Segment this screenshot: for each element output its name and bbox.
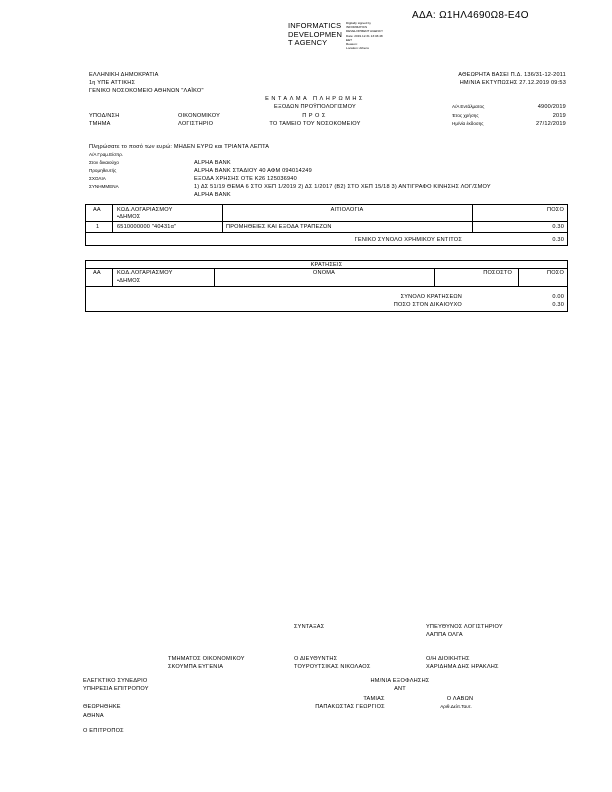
- table-row-desc: ΠΡΟΜΗΘΕΙΕΣ ΚΑΙ ΕΞΟΔΑ ΤΡΑΠΕΖΩΝ: [226, 224, 332, 230]
- sig-finance-name: ΣΚΟΥΜΠΑ ΕΥΓΕΝΙΑ: [168, 664, 224, 670]
- sig-finance-title: ΤΜΗΜΑΤΟΣ ΟΙΚΟΝΟΜΙΚΟΥ: [168, 656, 245, 662]
- pros-label: ΠΡΟΣ: [302, 113, 328, 119]
- signature-detail-line: INFORMATICS: [346, 25, 368, 30]
- table-divider: [112, 204, 113, 232]
- withholdings-header-percent: ΠΟΣΟΣΤΟ: [483, 270, 512, 276]
- signature-detail-line: Reason:: [346, 42, 358, 47]
- signature-logo-line: DEVELOPMEN: [288, 29, 343, 39]
- sig-syntaxas: ΣΥΝΤΑΞΑΣ: [294, 624, 325, 630]
- document-title: ΕΝΤΑΛΜΑ ΠΛΗΡΩΜΗΣ: [265, 96, 365, 102]
- comments-value: ΕΞΟΔΑ ΧΡΗΣΗΣ ΟΤΕ Κ26 125036940: [194, 176, 297, 182]
- attachments-value-cont: ALPHA BANK: [194, 192, 231, 198]
- net-amount-label: ΠΟΣΟ ΣΤΟΝ ΔΙΚΑΙΟΥΧΟ: [393, 302, 462, 308]
- signature-detail-line: EET: [346, 37, 353, 42]
- sig-settlement-date-title: ΗΜ/ΝΙΑ ΕΞΟΦΛΗΣΗΣ: [370, 678, 430, 684]
- signature-detail-line: Digitally signed by: [346, 21, 371, 25]
- issue-date-label: Ημ/νία έκδοσης: [452, 121, 484, 126]
- withholdings-header-amount: ΠΟΣΟ: [547, 270, 564, 276]
- header-hospital: ΓΕΝΙΚΟ ΝΟΣΟΚΟΜΕΙΟ ΑΘΗΝΩΝ "ΛΑΪΚΟ": [89, 88, 204, 94]
- attachments-value: 1) ΔΣ 51/19 ΘΕΜΑ 6 ΣΤΟ ΧΕΠ 1/2019 2) ΔΣ 1/2017 (Β2) ΣΤΟ ΧΕΠ 15/18 3) ΑΝΤΙΓΡΑΦΟ ΚΙΝΗΣΗΣ ΛΟΓ/ΣΜΟΥ: [194, 184, 491, 190]
- table-divider: [434, 268, 435, 286]
- withholdings-title: ΚΡΑΤΗΣΕΙΣ: [310, 262, 343, 268]
- recipient-fund: ΤΟ ΤΑΜΕΙΟ ΤΟΥ ΝΟΣΟΚΟΜΕΙΟΥ: [269, 121, 361, 127]
- sig-commissioner: Ο ΕΠΙΤΡΟΠΟΣ: [83, 728, 124, 734]
- sig-accounting-head-title: ΥΠΕΥΘΥΝΟΣ ΛΟΓΙΣΤΗΡΙΟΥ: [426, 624, 503, 630]
- fiscal-year-label: Έτος χρήσης: [452, 113, 479, 118]
- withholdings-header-code-sub: •ΔΗΜΟΣ: [117, 278, 141, 284]
- warrant-number-label: Α/Α Εντάλματος: [452, 104, 485, 109]
- beneficiary-value: ALPHA BANK: [194, 160, 231, 166]
- sig-settlement-date-sub: ΑΝΤ: [394, 686, 406, 692]
- table-header-code: ΚΩΔ.ΛΟΓΑΡΙΑΣΜΟΥ: [117, 207, 173, 213]
- sig-recipient-title: Ο ΛΑΒΩΝ: [446, 696, 474, 702]
- signature-logo-line: INFORMATICS: [288, 21, 342, 30]
- detail-label: Α/Α Γραμ.Είσπρ.: [89, 152, 124, 157]
- signature-details: [346, 21, 383, 50]
- sig-audit-court-title: ΕΛΕΓΚΤΙΚΟ ΣΥΝΕΔΡΙΟ: [83, 678, 148, 684]
- sig-accounting-head-name: ΛΑΠΠΑ ΟΛΓΑ: [426, 632, 463, 638]
- fiscal-year-value: 2019: [552, 113, 566, 119]
- withholdings-sum-label: ΣΥΝΟΛΟ ΚΡΑΤΗΣΕΩΝ: [400, 294, 462, 300]
- signature-detail-line: DEVELOPMENT AGENCY: [346, 29, 384, 34]
- section-label: ΤΜΗΜΑ: [89, 121, 111, 127]
- withholdings-header-aa: ΑΑ: [93, 270, 101, 276]
- section-value: ΛΟΓΙΣΤΗΡΙΟ: [178, 121, 214, 127]
- sig-administrator-name: ΧΑΡΙΔΗΜΑ ΔΗΣ ΗΡΑΚΛΗΣ: [426, 664, 499, 670]
- sig-certified: ΘΕΩΡΗΘΗΚΕ: [83, 704, 121, 710]
- signature-logo-line: T AGENCY: [288, 38, 328, 47]
- detail-label: Προμηθευτής: [89, 168, 117, 173]
- table-divider: [85, 232, 568, 233]
- department-value: ΟΙΚΟΝΟΜΙΚΟΥ: [178, 113, 221, 119]
- sig-place: ΑΘΗΝΑ: [83, 713, 104, 719]
- detail-label: ΣΧΟΛΙΑ: [89, 176, 106, 181]
- table-header-aa: ΑΑ: [93, 207, 101, 213]
- table-header-desc: ΑΙΤΙΟΛΟΓΙΑ: [330, 207, 364, 213]
- net-amount-value: 0.30: [552, 302, 564, 308]
- signature-detail-line: Date: 2019.12.31 13:46:48: [346, 33, 383, 38]
- sig-administrator-title: Ο/Η ΔΙΟΙΚΗΤΗΣ: [426, 656, 470, 662]
- sig-audit-court-sub: ΥΠΗΡΕΣΙΑ ΕΠΙΤΡΟΠΟΥ: [83, 686, 149, 692]
- document-subtitle: ΕΞΟΔΩΝ ΠΡΟΫΠΟΛΟΓΙΣΜΟΥ: [274, 104, 356, 110]
- table-header-amount: ΠΟΣΟ: [547, 207, 564, 213]
- detail-label: Στον δικαιούχο: [89, 160, 119, 165]
- withholdings-header-code: ΚΩΔ.ΛΟΓΑΡΙΑΣΜΟΥ: [117, 270, 173, 276]
- table-row-code: 6510000000 "40431α": [117, 224, 177, 230]
- total-label: ΓΕΝΙΚΟ ΣΥΝΟΛΟ ΧΡΗΜΙΚΟΥ ΕΝΤΙΤΟΣ: [354, 237, 462, 243]
- table-row-aa: 1: [96, 224, 100, 230]
- sig-cashier-name: ΠΑΠΑΚΩΣΤΑΣ ΓΕΩΡΓΙΟΣ: [315, 704, 385, 710]
- header-country: ΕΛΛΗΝΙΚΗ ΔΗΜΟΚΡΑΤΙΑ: [89, 72, 159, 78]
- sig-cashier-title: ΤΑΜΙΑΣ: [363, 696, 385, 702]
- total-value: 0.30: [552, 237, 564, 243]
- ada-code: ΑΔΑ: Ω1ΗΛ4690Ω8-Ε4Ο: [412, 10, 529, 21]
- sig-recipient-id: Αριθ.Δελτ.Ταυτ.: [440, 704, 472, 709]
- table-divider: [85, 268, 568, 269]
- warrant-number-value: 4900/2019: [537, 104, 566, 110]
- sig-director-name: ΤΟΥΡΟΥΤΣΙΚΑΣ ΝΙΚΟΛΑΟΣ: [294, 664, 371, 670]
- table-header-code-sub: •ΔΗΜΟΣ: [117, 214, 141, 220]
- header-print-date: ΗΜ/ΝΙΑ ΕΚΤΥΠΩΣΗΣ 27.12.2019 09:53: [459, 80, 566, 86]
- sig-director-title: Ο ΔΙΕΥΘΥΝΤΗΣ: [294, 656, 338, 662]
- header-region: 1η ΥΠΕ ΑΤΤΙΚΗΣ: [89, 80, 136, 86]
- detail-label: ΣΥΝΗΜΜΕΝΑ: [89, 184, 119, 189]
- table-row-amount: 0.30: [552, 224, 564, 230]
- supplier-value: ALPHA BANK ΣΤΑΔΙΟΥ 40 ΑΦΜ 094014249: [194, 168, 312, 174]
- table-divider: [85, 221, 568, 222]
- signature-detail-line: Location: Athens: [346, 46, 369, 51]
- header-legal-note: ΑΘΕΩΡΗΤΑ ΒΑΣΕΙ Π.Δ. 136/31-12-2011: [458, 72, 566, 78]
- withholdings-sum-value: 0.00: [552, 294, 564, 300]
- table-divider: [112, 268, 113, 286]
- table-divider: [518, 268, 519, 286]
- pay-amount-words: Πληρώσατε το ποσό των ευρώ: ΜΗΔΕΝ ΕΥΡΩ και ΤΡΙΑΝΤΑ ΛΕΠΤΑ: [89, 144, 270, 150]
- department-label: ΥΠΟΔ/ΝΣΗ: [89, 113, 120, 119]
- withholdings-header-name: ΟΝΟΜΑ: [312, 270, 336, 276]
- issue-date-value: 27/12/2019: [536, 121, 566, 127]
- table-divider: [85, 286, 568, 287]
- table-divider: [472, 204, 473, 232]
- signature-logo: [288, 22, 342, 48]
